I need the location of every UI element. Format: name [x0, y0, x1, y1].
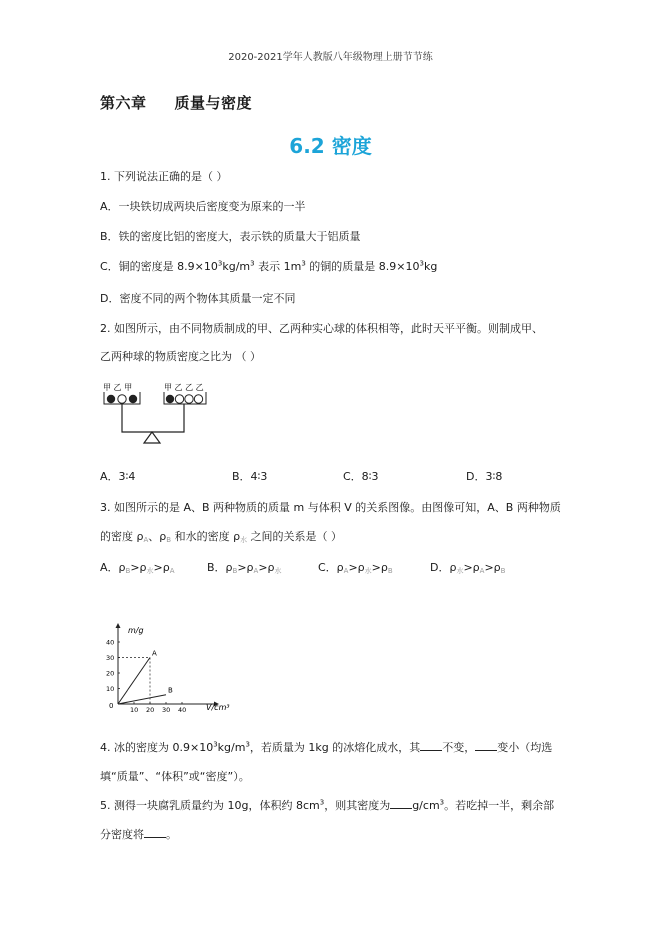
- q3c-rho: C．ρ: [318, 561, 344, 574]
- q3-option-d: [430, 559, 505, 576]
- q2-option-d: D．3∶8: [466, 470, 503, 483]
- q4-sup-2: 3: [245, 740, 250, 749]
- q4-text-2: kg/m: [217, 741, 246, 754]
- q3c-sub1: A: [343, 567, 349, 575]
- q3d-sub1: 水: [456, 567, 464, 575]
- q3b-rho: B．ρ: [207, 561, 233, 574]
- q4-line2: 填“质量”、“体积”或“密度”）。: [100, 770, 250, 783]
- q1c-sup-2: 3: [250, 259, 255, 268]
- q1c-text-5: kg: [423, 260, 438, 273]
- ball-jia: [107, 395, 115, 403]
- q5-sup-1: 3: [319, 798, 325, 807]
- q3d-sub3: B: [500, 567, 506, 575]
- q1c-sup-3: 3: [301, 259, 306, 268]
- balance-left-labels: 甲 乙 甲: [103, 383, 133, 392]
- q3b-sub3: 水: [274, 567, 282, 575]
- q3-sub-water: 水: [240, 536, 248, 544]
- balance-right-labels: 甲 乙 乙 乙: [164, 383, 204, 392]
- q3b-gt2: >ρ: [258, 561, 275, 574]
- q3-option-a: [100, 559, 175, 576]
- q3-stem-line2: [100, 528, 342, 545]
- q3-option-b: [207, 559, 282, 576]
- q4-text-1: 4. 冰的密度为 0.9×10: [100, 741, 214, 754]
- q1c-text-2: kg/m: [222, 260, 251, 273]
- q3d-rho: D．ρ: [430, 561, 457, 574]
- q1c-text-4: 的铜的质量是 8.9×10: [305, 260, 420, 273]
- ball-yi: [194, 395, 202, 403]
- q3c-gt2: >ρ: [371, 561, 388, 574]
- x-tick-label: 40: [178, 706, 187, 714]
- q5-text-4: 。若吃掉一半，剩余部: [444, 799, 555, 812]
- q5-blank-1[interactable]: [390, 798, 412, 809]
- q1-option-d: D．密度不同的两个物体其质量一定不同: [100, 292, 296, 305]
- y-tick-label: 20: [106, 669, 115, 678]
- series-label-B: B: [168, 686, 173, 695]
- x-axis-label: V/cm³: [206, 703, 230, 712]
- y-tick-label: 30: [106, 654, 115, 662]
- ball-yi: [175, 395, 183, 403]
- q3-text-3: 和水的密度 ρ: [171, 530, 241, 543]
- q3d-sub2: A: [479, 567, 485, 575]
- balance-figure: [100, 380, 220, 450]
- q2-stem-line2: 乙两种球的物质密度之比为 （ ）: [100, 350, 261, 363]
- q3-option-c: [318, 559, 393, 576]
- q3c-gt1: >ρ: [348, 561, 365, 574]
- q3-sub-b: B: [166, 536, 172, 544]
- ball-yi: [185, 395, 193, 403]
- q4-text-3: ，若质量为 1kg 的冰熔化成水，其: [249, 741, 421, 754]
- y-axis-arrow: [116, 623, 121, 628]
- q3-text-2: 、ρ: [148, 530, 167, 543]
- q3d-gt2: >ρ: [484, 561, 501, 574]
- x-tick-label: 30: [162, 706, 171, 714]
- q5-text-3: g/cm: [412, 799, 440, 812]
- q3b-sub2: A: [253, 567, 259, 575]
- q1c-sup-4: 3: [419, 259, 424, 268]
- q4-line1: [100, 739, 552, 755]
- q1c-text-1: C．铜的密度是 8.9×10: [100, 260, 218, 273]
- q4-text-4: 不变，: [442, 741, 476, 754]
- q2-option-a: A．3∶4: [100, 470, 136, 483]
- q5-text-6: 。: [166, 828, 177, 841]
- q5-blank-2[interactable]: [144, 827, 166, 838]
- y-tick-label: 40: [106, 638, 115, 647]
- q3d-gt1: >ρ: [463, 561, 480, 574]
- ball-jia: [166, 395, 174, 403]
- q3-sub-a: A: [143, 536, 149, 544]
- q2-stem-line1: 2. 如图所示，由不同物质制成的甲、乙两种实心球的体积相等，此时天平平衡。则制成甲、: [100, 322, 543, 335]
- q1-stem: 1. 下列说法正确的是（ ）: [100, 170, 228, 183]
- q5-sup-2: 3: [439, 798, 445, 807]
- q5-line1: [100, 797, 554, 813]
- q1c-text-3: 表示 1m: [254, 260, 302, 273]
- q3a-sub2: 水: [146, 567, 154, 575]
- x-tick-label: 10: [130, 706, 139, 714]
- balance-fulcrum: [144, 432, 160, 443]
- q3c-sub2: 水: [364, 567, 372, 575]
- q2-option-b: B．4∶3: [232, 470, 268, 483]
- q3b-sub1: B: [232, 567, 238, 575]
- q3-text-4: 之间的关系是（ ）: [247, 530, 343, 543]
- ball-yi: [118, 395, 126, 403]
- q5-text-1: 5. 测得一块腐乳质量约为 10g，体积约 8cm: [100, 799, 320, 812]
- chapter-number: 第六章: [100, 94, 147, 112]
- q4-sup-1: 3: [213, 740, 218, 749]
- q1c-sup-1: 3: [217, 259, 223, 268]
- origin-label: 0: [109, 702, 114, 710]
- q5-text-5: 分密度将: [100, 828, 144, 841]
- y-axis-label: m/g: [128, 626, 144, 635]
- q5-text-2: ，则其密度为: [324, 799, 391, 812]
- q1-option-a: A．一块铁切成两块后密度变为原来的一半: [100, 200, 306, 213]
- q3b-gt1: >ρ: [237, 561, 254, 574]
- q4-text-5: 变小（均选: [497, 741, 553, 754]
- q4-blank-1[interactable]: [420, 740, 442, 751]
- q1-option-b: B．铁的密度比铝的密度大，表示铁的质量大于铝质量: [100, 230, 361, 243]
- q3c-sub3: B: [387, 567, 393, 575]
- q3-text-1: 的密度 ρ: [100, 530, 144, 543]
- x-tick-label: 20: [146, 706, 155, 714]
- mass-volume-chart: [94, 618, 244, 718]
- page-header: 2020-2021学年人教版八年级物理上册节节练: [228, 52, 433, 63]
- q2-option-c: C．8∶3: [343, 470, 379, 483]
- series-line-A: [118, 658, 150, 705]
- q4-blank-2[interactable]: [475, 740, 497, 751]
- q5-line2: [100, 826, 177, 842]
- balance-beam: [122, 404, 184, 432]
- chapter-heading: [100, 92, 252, 113]
- chapter-title: 质量与密度: [174, 94, 253, 112]
- q3a-rho: A．ρ: [100, 561, 126, 574]
- y-tick-label: 10: [106, 685, 115, 693]
- series-line-B: [118, 695, 166, 704]
- q3a-gt1: >ρ: [130, 561, 147, 574]
- q3a-sub1: B: [125, 567, 131, 575]
- ball-jia: [129, 395, 137, 403]
- q3a-sub3: A: [169, 567, 175, 575]
- q1-option-c: [100, 258, 437, 274]
- section-title: 6.2 密度: [289, 134, 372, 158]
- q3-stem-line1: 3. 如图所示的是 A、B 两种物质的质量 m 与体积 V 的关系图像。由图像可知，A、B 两种物质: [100, 501, 561, 514]
- q3a-gt2: >ρ: [153, 561, 170, 574]
- series-label-A: A: [152, 649, 157, 658]
